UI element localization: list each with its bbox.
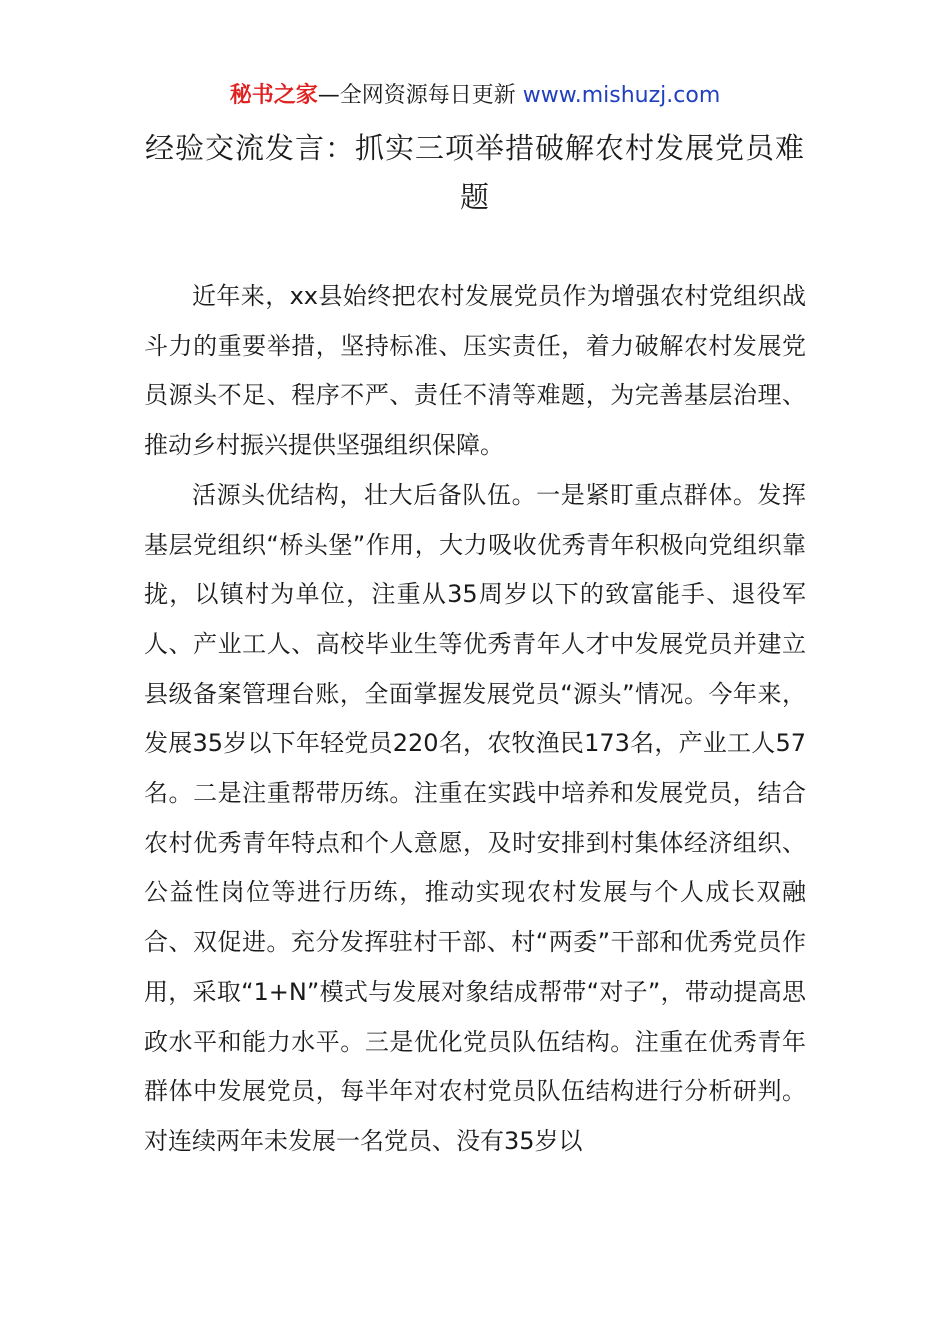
- site-brand: 秘书之家: [229, 83, 318, 108]
- site-url-link[interactable]: www.mishuzj.com: [522, 83, 721, 108]
- site-header: [0, 78, 950, 114]
- document-body: [144, 272, 806, 1167]
- site-tagline: —全网资源每日更新: [317, 83, 523, 108]
- paragraph-source-structure: 活源头优结构，壮大后备队伍。一是紧盯重点群体。发挥基层党组织“桥头堡”作用，大力吸收优秀青年积极向党组织靠拢，以镇村为单位，注重从35周岁以下的致富能手、退役军人、产业工人、高校毕业生等优秀青年人才中发展党员并建立县级备案管理台账，全面掌握发展党员“源头”情况。今年来，发展35岁以下年轻党员220名，农牧渔民173名，产业工人57名。二是注重帮带历练。注重在实践中培养和发展党员，结合农村优秀青年特点和个人意愿，及时安排到村集体经济组织、公益性岗位等进行历练，推动实现农村发展与个人成长双融合、双促进。充分发挥驻村干部、村“两委”干部和优秀党员作用，采取“1+N”模式与发展对象结成帮带“对子”，带动提高思政水平和能力水平。三是优化党员队伍结构。注重在优秀青年群体中发展党员，每半年对农村党员队伍结构进行分析研判。对连续两年未发展一名党员、没有35岁以: [144, 480, 806, 1155]
- document-title: 经验交流发言：抓实三项举措破解农村发展党员难题: [144, 131, 805, 214]
- paragraph-intro: 近年来，xx县始终把农村发展党员作为增强农村党组织战斗力的重要举措，坚持标准、压实责任，着力破解农村发展党员源头不足、程序不严、责任不清等难题，为完善基层治理、推动乡村振兴提供坚强组织保障。: [144, 282, 806, 460]
